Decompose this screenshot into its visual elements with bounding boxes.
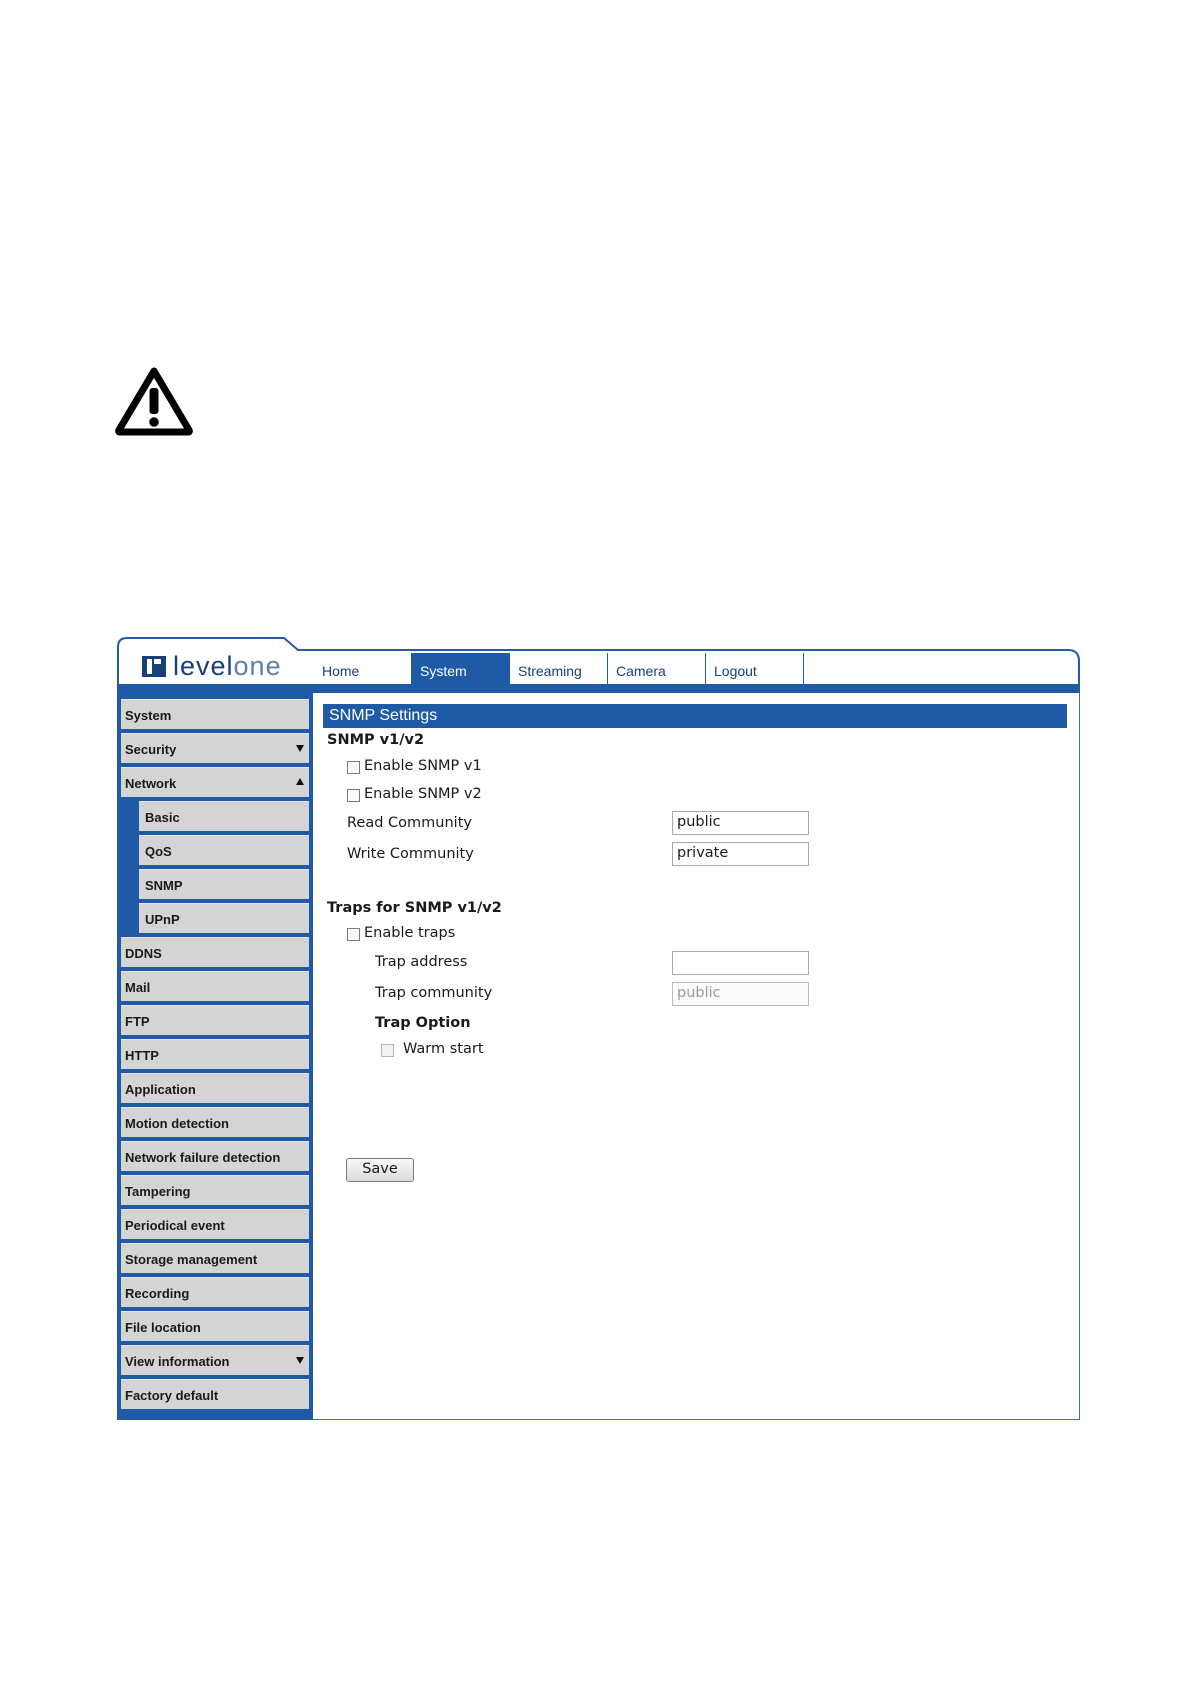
levelone-logo[interactable] (141, 651, 282, 681)
sidebar-item-system[interactable] (121, 699, 309, 729)
sidebar-item-label: Storage management (125, 1252, 258, 1267)
trap-community-input[interactable]: public (672, 982, 809, 1006)
traps-heading: Traps for SNMP v1/v2 (327, 900, 502, 916)
sidebar-item-label: Factory default (125, 1388, 219, 1403)
sidebar-item-application[interactable] (121, 1073, 309, 1103)
write-community-label: Write Community (347, 846, 474, 862)
tab-system[interactable]: System (412, 653, 510, 685)
warning-icon (114, 366, 194, 436)
read-community-input[interactable]: public (672, 811, 809, 835)
sidebar-item-label: Motion detection (125, 1116, 229, 1131)
main-content (317, 693, 1077, 1413)
brand-name: levelone (173, 650, 282, 681)
tab-logout[interactable]: Logout (706, 653, 804, 685)
chevron-down-icon[interactable] (296, 745, 304, 752)
sidebar-item-label: Application (125, 1082, 196, 1097)
sidebar-item-upnp[interactable] (139, 903, 309, 933)
write-community-input[interactable]: private (672, 842, 809, 866)
sidebar-item-basic[interactable] (139, 801, 309, 831)
top-nav-tabs (314, 653, 804, 685)
enable-snmp-v2-label: Enable SNMP v2 (364, 786, 482, 802)
enable-snmp-v1-checkbox[interactable] (347, 761, 360, 774)
sidebar-item-label: Recording (125, 1286, 190, 1301)
sidebar-item-mail[interactable] (121, 971, 309, 1001)
sidebar-item-label: SNMP (145, 878, 183, 893)
sidebar (117, 693, 313, 1420)
levelone-logo-icon (141, 653, 167, 679)
sidebar-item-label: Network (125, 776, 177, 791)
sidebar-item-ftp[interactable] (121, 1005, 309, 1035)
sidebar-item-view-information[interactable] (121, 1345, 309, 1375)
sidebar-nav (121, 699, 309, 1413)
sidebar-item-storage-management[interactable] (121, 1243, 309, 1273)
panel-title: SNMP Settings (323, 704, 1067, 728)
sidebar-item-factory-default[interactable] (121, 1379, 309, 1409)
header-bar (117, 684, 1080, 693)
sidebar-item-file-location[interactable] (121, 1311, 309, 1341)
read-community-label: Read Community (347, 815, 472, 831)
sidebar-item-tampering[interactable] (121, 1175, 309, 1205)
sidebar-item-label: Mail (125, 980, 151, 995)
enable-traps-checkbox[interactable] (347, 928, 360, 941)
sidebar-item-periodical-event[interactable] (121, 1209, 309, 1239)
tab-streaming[interactable]: Streaming (510, 653, 608, 685)
sidebar-item-label: Periodical event (125, 1218, 225, 1233)
sidebar-item-label: QoS (145, 844, 172, 859)
sidebar-item-label: UPnP (145, 912, 180, 927)
chevron-down-icon[interactable] (296, 1357, 304, 1364)
sidebar-item-qos[interactable] (139, 835, 309, 865)
save-button[interactable]: Save (346, 1158, 414, 1182)
sidebar-item-label: Security (125, 742, 177, 757)
chevron-up-icon[interactable] (296, 778, 304, 785)
sidebar-item-http[interactable] (121, 1039, 309, 1069)
sidebar-item-motion-detection[interactable] (121, 1107, 309, 1137)
trap-community-label: Trap community (375, 985, 493, 1001)
sidebar-item-label: File location (125, 1320, 201, 1335)
sidebar-item-label: FTP (125, 1014, 150, 1029)
warm-start-label: Warm start (403, 1041, 484, 1057)
enable-snmp-v1-label: Enable SNMP v1 (364, 758, 482, 774)
sidebar-item-snmp[interactable] (139, 869, 309, 899)
warm-start-checkbox[interactable] (381, 1044, 394, 1057)
sidebar-item-recording[interactable] (121, 1277, 309, 1307)
snmp-v1v2-heading: SNMP v1/v2 (327, 732, 425, 748)
sidebar-item-label: System (125, 708, 172, 723)
tab-home[interactable]: Home (314, 653, 412, 685)
trap-address-input[interactable] (672, 951, 809, 975)
camera-web-ui-screenshot (117, 637, 1080, 1420)
sidebar-item-label: Network failure detection (125, 1150, 281, 1165)
trap-option-heading: Trap Option (375, 1015, 471, 1031)
enable-traps-label: Enable traps (364, 925, 456, 941)
sidebar-item-label: HTTP (125, 1048, 159, 1063)
sidebar-item-ddns[interactable] (121, 937, 309, 967)
enable-snmp-v2-checkbox[interactable] (347, 789, 360, 802)
sidebar-item-security[interactable] (121, 733, 309, 763)
top-header (117, 637, 1080, 693)
sidebar-item-label: DDNS (125, 946, 162, 961)
sidebar-item-label: Basic (145, 810, 180, 825)
sidebar-item-network[interactable] (121, 767, 309, 797)
trap-address-label: Trap address (375, 954, 468, 970)
sidebar-item-label: View information (125, 1354, 230, 1369)
tab-camera[interactable]: Camera (608, 653, 706, 685)
sidebar-item-label: Tampering (125, 1184, 191, 1199)
sidebar-item-network-failure-detection[interactable] (121, 1141, 309, 1171)
